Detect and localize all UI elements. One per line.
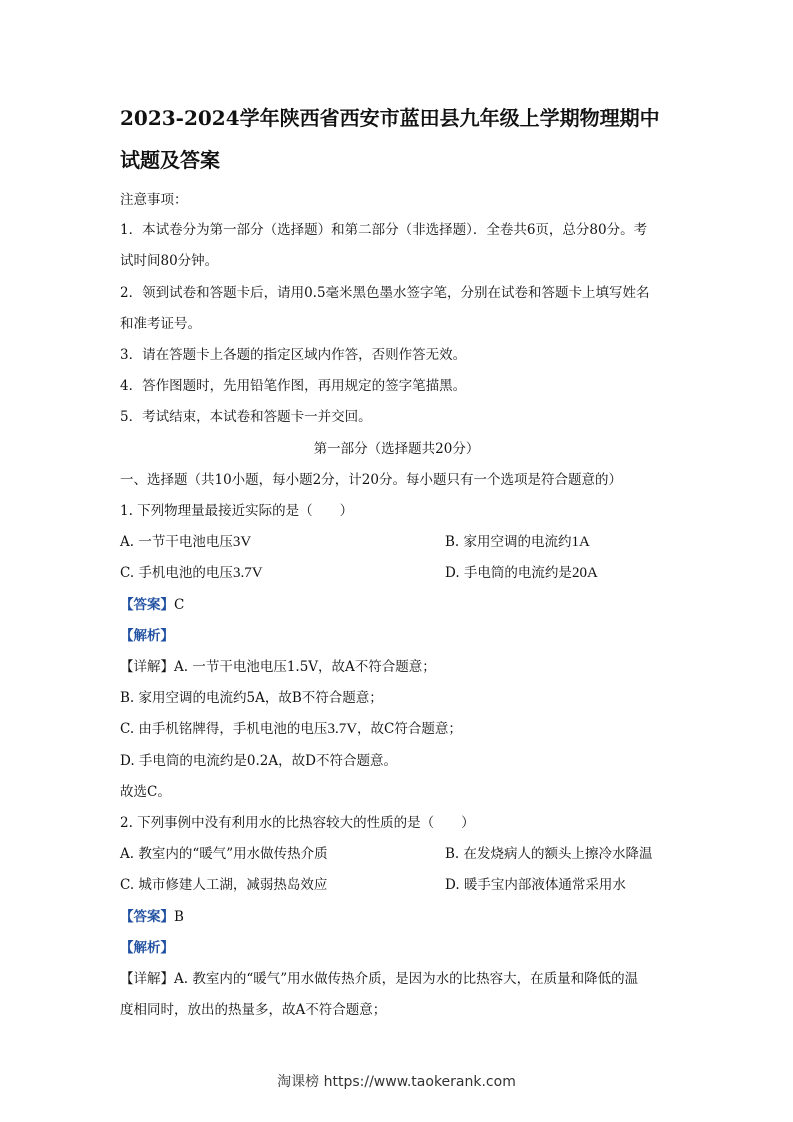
- q1-option-a-value: 3V: [232, 534, 252, 550]
- notice-heading: 注意事项：: [120, 192, 188, 208]
- q1-detail-3-b: ，故C符合题意；: [357, 721, 462, 737]
- q1-answer: [120, 593, 184, 613]
- document-title-line2: 试题及答案: [120, 148, 220, 172]
- q1-detail-3-a: C. 由手机铭牌得，手机电池的电压: [120, 721, 328, 737]
- notice-item-4: 4．答作图题时，先用铅笔作图，再用规定的签字笔描黑。: [120, 378, 467, 394]
- q2-answer: [120, 905, 184, 925]
- notice-item-3: 3．请在答题卡上各题的指定区域内作答，否则作答无效。: [120, 347, 467, 363]
- part1-heading: 第一部分（选择题共20分）: [313, 441, 480, 457]
- q1-detail-tag: 【详解】: [120, 659, 174, 675]
- q2-answer-value: B: [174, 909, 184, 925]
- q1-detail-3-value: 3.7V: [327, 721, 358, 737]
- q2-option-a: A. 教室内的“暖气”用水做传热介质: [120, 846, 328, 862]
- q1-conclusion: 故选C。: [120, 784, 171, 800]
- q1-option-b-value: 1A: [571, 534, 590, 550]
- q2-detail-1b: 度相同时，放出的热量多，故A不符合题意；: [120, 1002, 387, 1018]
- q1-option-c: [120, 561, 263, 582]
- notice-item-5: 5．考试结束，本试卷和答题卡一并交回。: [120, 409, 372, 425]
- q1-detail-4: D. 手电筒的电流约是0.2A，故D不符合题意。: [120, 753, 397, 769]
- q1-detail-2: B. 家用空调的电流约5A，故B不符合题意；: [120, 690, 383, 706]
- q2-option-d: D. 暖手宝内部液体通常采用水: [445, 877, 626, 893]
- notice-item-2a: 2．领到试卷和答题卡后，请用0.5毫米黑色墨水签字笔，分别在试卷和答题卡上填写姓名: [120, 285, 650, 301]
- q1-option-a-text: A. 一节干电池电压: [120, 534, 233, 550]
- q1-option-a: [120, 530, 251, 551]
- q2-answer-tag: 【答案】: [120, 909, 174, 925]
- section-heading: 一、选择题（共10小题，每小题2分，计20分。每小题只有一个选项是符合题意的）: [120, 472, 622, 488]
- q1-option-b-text: B. 家用空调的电流约: [445, 534, 572, 550]
- q1-analysis-tag: 【解析】: [120, 628, 174, 644]
- document-title-line1: 2023-2024学年陕西省西安市蓝田县九年级上学期物理期中: [120, 106, 660, 130]
- q1-option-c-value: 3.7V: [232, 565, 263, 581]
- q1-stem: 1. 下列物理量最接近实际的是（ ）: [120, 503, 354, 519]
- q1-answer-tag: 【答案】: [120, 597, 174, 613]
- q1-detail-1: [120, 655, 436, 675]
- q2-detail-1a-text: A. 教室内的“暖气”用水做传热介质，是因为水的比热容大，在质量和降低的温: [174, 971, 639, 987]
- q1-answer-value: C: [174, 597, 185, 613]
- q2-detail-1a: [120, 967, 638, 987]
- notice-item-2b: 和准考证号。: [120, 316, 201, 332]
- q1-option-d-text: D. 手电筒的电流约是: [445, 565, 572, 581]
- q2-option-c: C. 城市修建人工湖，减弱热岛效应: [120, 877, 328, 893]
- q1-option-d: [445, 561, 598, 582]
- q1-option-b: [445, 530, 590, 551]
- q2-analysis: [120, 936, 174, 956]
- q2-analysis-tag: 【解析】: [120, 940, 174, 956]
- q1-option-c-text: C. 手机电池的电压: [120, 565, 233, 581]
- q1-option-d-value: 20A: [571, 565, 598, 581]
- q2-detail-tag: 【详解】: [120, 971, 174, 987]
- q1-analysis: [120, 624, 174, 644]
- q2-option-b: B. 在发烧病人的额头上擦冷水降温: [445, 846, 653, 862]
- notice-item-1b: 试时间80分钟。: [120, 253, 219, 269]
- q2-stem: 2. 下列事例中没有利用水的比热容较大的性质的是（ ）: [120, 815, 475, 831]
- footer-watermark: 淘课榜 https://www.taokerank.com: [277, 1074, 516, 1090]
- q1-detail-3: [120, 717, 462, 738]
- q1-detail-1-text: A. 一节干电池电压1.5V，故A不符合题意；: [174, 659, 436, 675]
- notice-item-1a: 1．本试卷分为第一部分（选择题）和第二部分（非选择题）．全卷共6页，总分80分。考: [120, 222, 648, 238]
